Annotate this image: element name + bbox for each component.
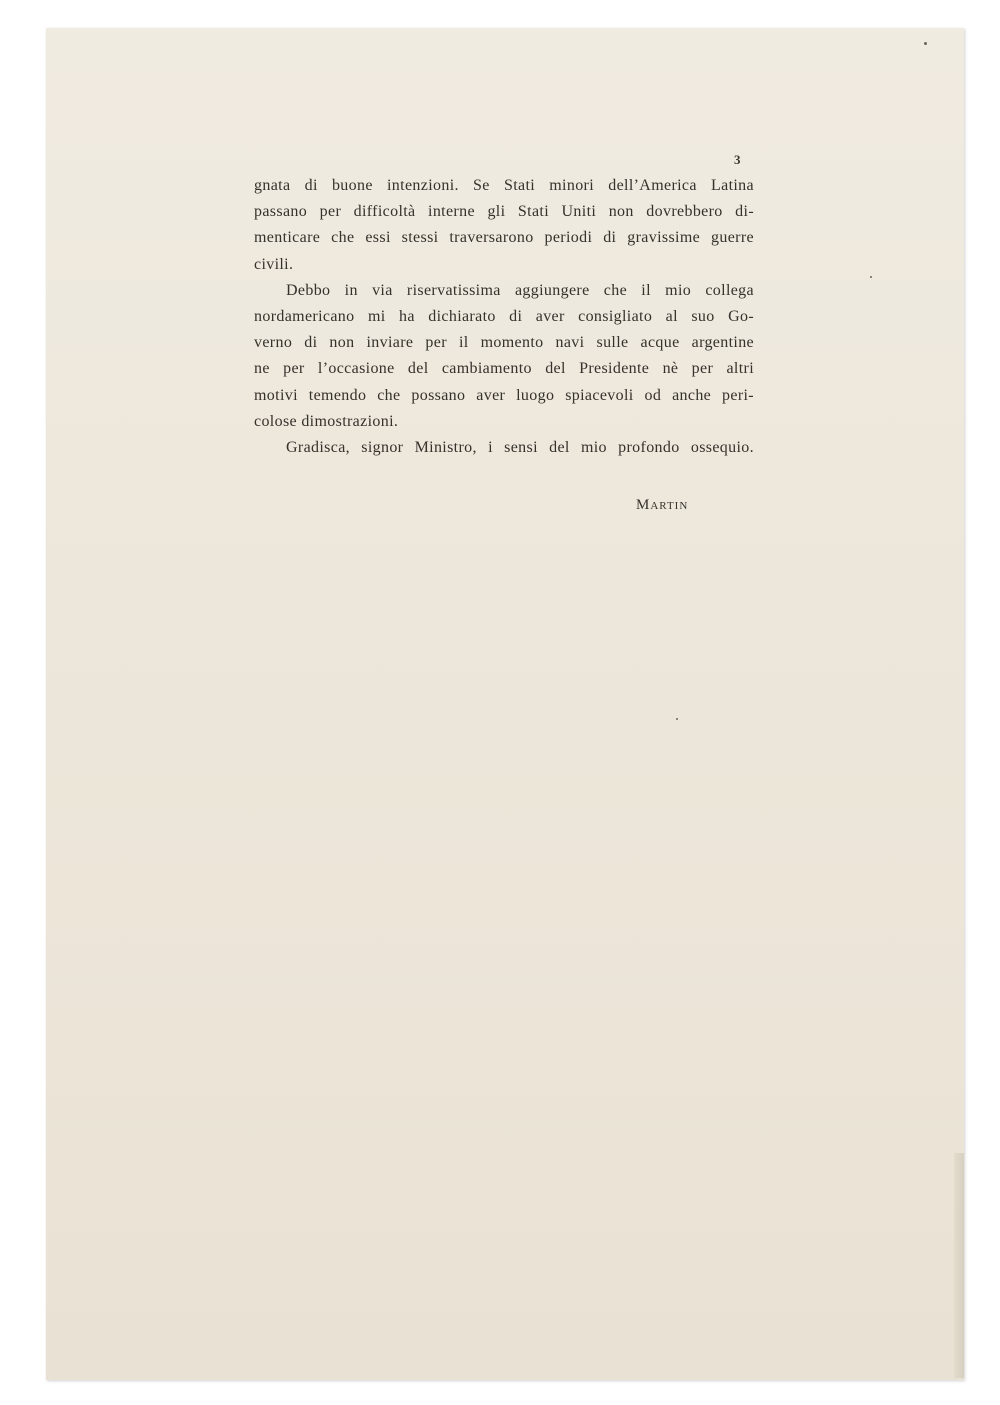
page-fold-edge: [954, 1153, 964, 1378]
body-line: Debbo in via riservatissima aggiungere che il mio collega: [286, 281, 754, 299]
document-page: [46, 28, 964, 1380]
body-line: gnata di buone intenzioni. Se Stati minori dell’America Latina: [254, 177, 754, 194]
signature: Martin: [636, 497, 689, 513]
paper-speck: [870, 276, 872, 278]
body-line: colose dimostrazioni.: [254, 412, 399, 430]
page-number: 3: [734, 152, 741, 167]
body-line: civili.: [254, 255, 294, 273]
closing-line: Gradisca, signor Ministro, i sensi del mio profondo ossequio.: [286, 438, 754, 456]
body-line: menticare che essi stessi traversarono periodi di gravissime guerre: [254, 229, 754, 247]
paper-speck: [676, 718, 678, 720]
paper-speck: [924, 42, 927, 45]
body-line: motivi temendo che possano aver luogo spiacevoli od anche peri-: [254, 386, 754, 404]
body-line: ne per l’occasione del cambiamento del Presidente nè per altri: [254, 360, 754, 378]
body-line: verno di non inviare per il momento navi sulle acque argentine: [254, 334, 754, 352]
letter-body: [254, 173, 754, 461]
body-line: nordamericano mi ha dichiarato di aver consigliato al suo Go-: [254, 307, 754, 325]
body-line: passano per difficoltà interne gli Stati Uniti non dovrebbero di-: [254, 203, 754, 221]
